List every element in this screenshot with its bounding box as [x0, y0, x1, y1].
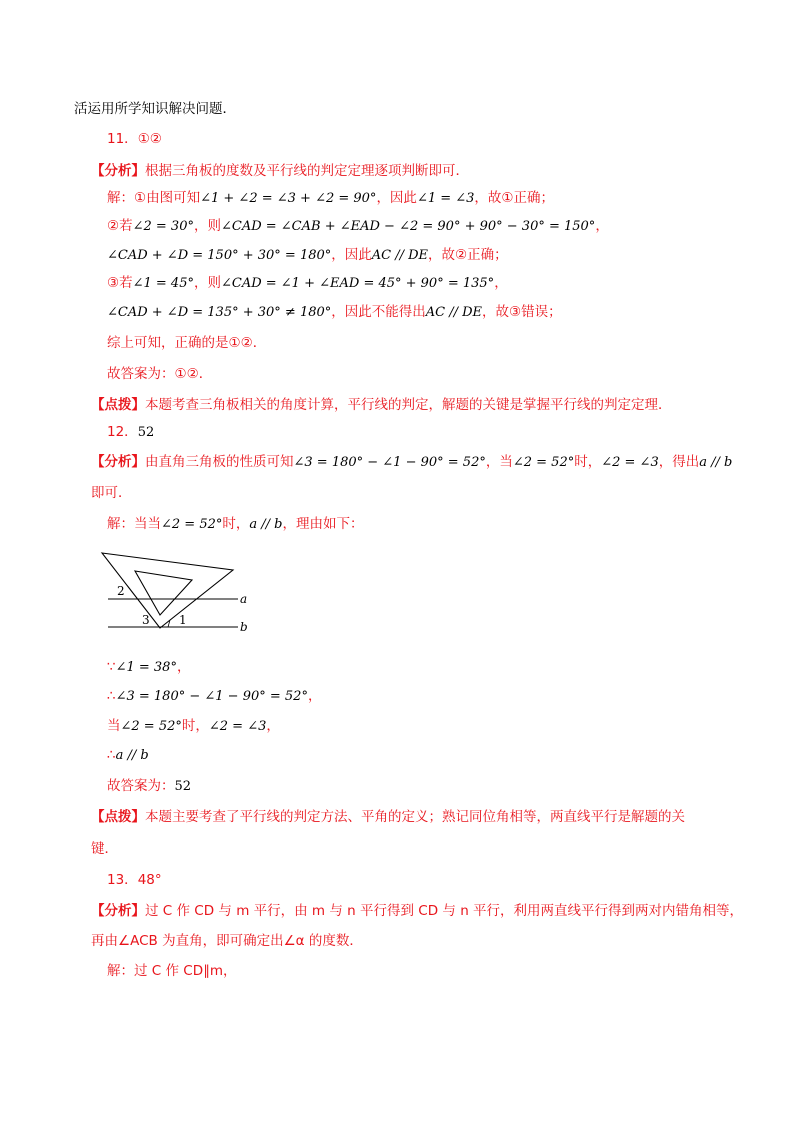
text: ③若 [107, 275, 133, 291]
question-number: 12． [107, 424, 138, 440]
tip-line [91, 807, 685, 827]
solution-line [107, 686, 321, 707]
analysis-tag: 【分析】 [91, 454, 145, 470]
text: 时， [574, 454, 602, 470]
text: ， [307, 688, 322, 704]
text: ，当 [485, 454, 513, 470]
answer-line-12 [107, 422, 154, 443]
label-a: a [240, 592, 248, 606]
text: ， [266, 718, 280, 734]
text: 即可． [91, 485, 132, 501]
answer-statement [107, 364, 212, 384]
label-2: 2 [117, 584, 125, 598]
text: 再由∠ACB 为直角，即可确定出∠α 的度数． [91, 933, 363, 949]
text: 解：当当 [107, 516, 161, 532]
answer: ①② [137, 131, 162, 147]
formula: ∠2 = ∠3 [208, 719, 267, 734]
question-number: 13． [107, 872, 138, 888]
formula: ∠1 + ∠2 = ∠3 + ∠2 = 90° [200, 191, 377, 206]
formula: AC // DE [371, 248, 429, 263]
text: ，理由如下： [282, 516, 364, 532]
answer-statement [107, 776, 191, 797]
tip-line [91, 395, 672, 415]
solution-line [107, 961, 237, 981]
answer-line-13 [107, 870, 162, 890]
text: ，则 [193, 275, 221, 291]
formula: ∠3 = 180° − ∠1 − 90° = 52° [115, 689, 308, 704]
text: ，因此 [376, 190, 417, 206]
answer-line-11 [107, 129, 162, 149]
formula: ∠1 = ∠3 [416, 191, 475, 206]
analysis-line [91, 452, 732, 473]
formula: ∠2 = ∠3 [601, 455, 659, 470]
solution-line [107, 216, 609, 237]
text: 键． [91, 841, 118, 857]
formula: ∠CAD = ∠1 + ∠EAD = 45° + 90° = 135° [220, 276, 495, 291]
text: 过 C 作 CD 与 m 平行，由 m 与 n 平行得到 CD 与 n 平行，利用两直线平行得到两对内错角相等， [145, 903, 744, 919]
therefore-symbol: ∴ [107, 747, 116, 763]
solution-line [107, 245, 508, 266]
text: ，故①正确； [474, 190, 555, 206]
formula: ∠1 = 45° [132, 276, 194, 291]
question-number: 11． [107, 131, 138, 147]
text: ②若 [107, 218, 133, 234]
solution-line [107, 514, 363, 535]
solution-line [107, 188, 554, 209]
analysis-tag: 【分析】 [91, 903, 145, 919]
text: ， [494, 275, 508, 291]
text: 当 [107, 718, 121, 734]
formula: ∠3 = 180° − ∠1 − 90° = 52° [293, 455, 486, 470]
solution-line [107, 302, 562, 323]
formula: ∠1 = 38° [115, 660, 177, 675]
triangle-ruler-diagram [100, 548, 260, 638]
tip-tag: 【点拨】 [91, 397, 145, 413]
text: 活运用所学知识解决问题． [74, 101, 236, 117]
text: 本题考查三角板相关的角度计算，平行线的判定，解题的关键是掌握平行线的判定定理． [145, 397, 672, 413]
text: ，因此 [331, 247, 372, 263]
text: 根据三角板的度数及平行线的判定定理逐项判断即可． [145, 163, 469, 179]
formula: ∠2 = 52° [120, 719, 182, 734]
formula: ∠CAD + ∠D = 135° + 30° ≠ 180° [107, 305, 332, 320]
text-line [91, 483, 132, 503]
text: 时， [222, 516, 250, 532]
analysis-line [91, 161, 469, 181]
solution-line [107, 745, 149, 766]
text-line [74, 99, 236, 119]
answer: 48° [137, 872, 162, 888]
text: ，因此不能得出 [331, 304, 426, 320]
text: 解：过 C 作 CD∥m， [107, 963, 237, 979]
text: 解：①由图可知 [107, 190, 201, 206]
formula: ∠2 = 30° [132, 219, 194, 234]
text: 综上可知，正确的是①②． [107, 335, 267, 351]
text: ， [176, 659, 191, 675]
text: ， [595, 218, 609, 234]
text-line [91, 839, 118, 859]
label-3: 3 [142, 613, 150, 627]
label-1: 1 [179, 613, 187, 627]
text: ，故②正确； [428, 247, 508, 263]
therefore-symbol: ∴ [107, 688, 116, 704]
text: 故答案为： [107, 778, 175, 794]
formula: ∠CAD + ∠D = 150° + 30° = 180° [107, 248, 332, 263]
formula: a // b [699, 455, 733, 470]
text: 故答案为：①②． [107, 366, 213, 382]
label-b: b [240, 620, 248, 634]
formula: ∠2 = 52° [161, 517, 223, 532]
text: ，故③错误； [482, 304, 562, 320]
because-symbol: ∵ [107, 659, 116, 675]
text: 由直角三角板的性质可知 [145, 454, 294, 470]
formula: AC // DE [425, 305, 483, 320]
text: 时， [181, 718, 209, 734]
text: 本题主要考查了平行线的判定方法、平角的定义；熟记同位角相等，两直线平行是解题的关 [145, 809, 685, 825]
analysis-line [91, 901, 743, 921]
text: ，得出 [658, 454, 700, 470]
formula: a // b [115, 748, 149, 763]
formula: a // b [249, 517, 283, 532]
answer: 52 [174, 779, 192, 794]
analysis-tag: 【分析】 [91, 163, 145, 179]
text-line [91, 931, 363, 951]
solution-line [107, 273, 508, 294]
answer: 52 [137, 425, 155, 440]
solution-line [107, 716, 280, 737]
inner-triangle [135, 571, 192, 615]
conclusion-line [107, 333, 266, 353]
formula: ∠CAD = ∠CAB + ∠EAD − ∠2 = 90° + 90° − 30° = 150° [220, 219, 596, 234]
solution-line [107, 657, 190, 678]
text: ，则 [193, 218, 221, 234]
tip-tag: 【点拨】 [91, 809, 145, 825]
formula: ∠2 = 52° [512, 455, 575, 470]
